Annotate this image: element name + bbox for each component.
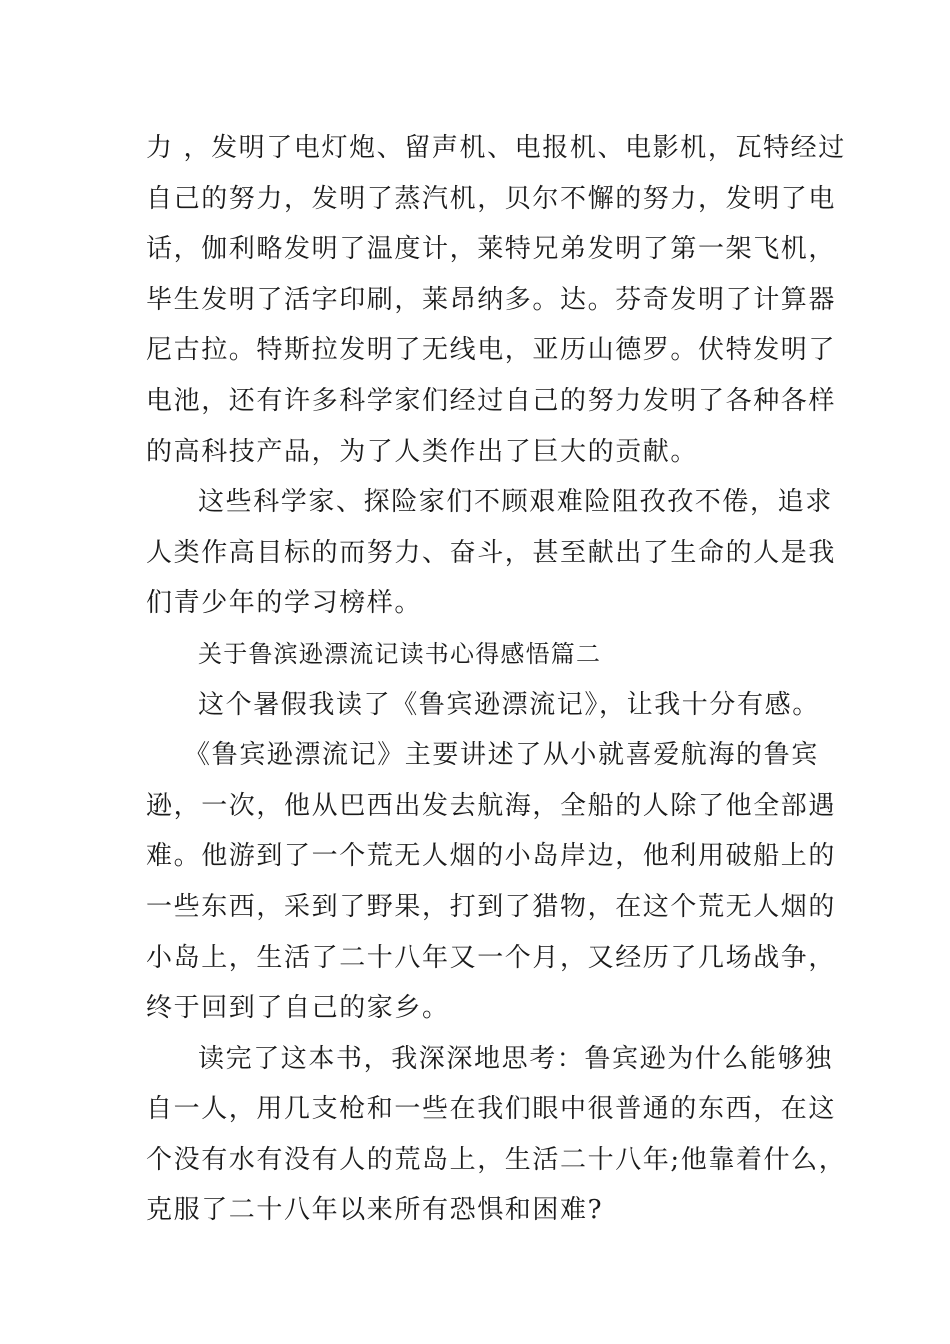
text-line: 一些东西，采到了野果，打到了猎物，在这个荒无人烟的 [146,891,837,922]
text-line: 的高科技产品，为了人类作出了巨大的贡献。 [146,436,699,467]
text-line: 力 ，发明了电灯炮、留声机、电报机、电影机，瓦特经过 [146,133,846,163]
text-line: 话，伽利略发明了温度计，莱特兄弟发明了第一架飞机， [146,234,837,265]
text-line: 毕生发明了活字印刷，莱昂纳多。达。芬奇发明了计算器 [146,284,837,315]
text-line: 们青少年的学习榜样。 [146,588,423,619]
text-line: 自己的努力，发明了蒸汽机，贝尔不懈的努力，发明了电 [146,183,837,214]
text-line: 终于回到了自己的家乡。 [146,993,450,1024]
paragraph-first-line: 这些科学家、探险家们不顾艰难险阻孜孜不倦，追求 [198,487,833,518]
text-line: 个没有水有没有人的荒岛上，生活二十八年;他靠着什么， [146,1144,847,1175]
document-body [146,123,847,1236]
text-line: 人类作高目标的而努力、奋斗，甚至献出了生命的人是我 [146,537,837,568]
section-heading: 关于鲁滨逊漂流记读书心得感悟篇二 [198,639,602,668]
paragraph-first-line: 《鲁宾逊漂流记》主要讲述了从小就喜爱航海的鲁宾 [184,740,819,771]
paragraph-first-line: 读完了这本书，我深深地思考：鲁宾逊为什么能够独 [198,1043,833,1074]
text-line: 小岛上，生活了二十八年又一个月，又经历了几场战争， [146,942,837,973]
text-line: 难。他游到了一个荒无人烟的小岛岸边，他利用破船上的 [146,841,837,872]
text-line: 自一人，用几支枪和一些在我们眼中很普通的东西，在这 [146,1094,837,1125]
paragraph-first-line: 这个暑假我读了《鲁宾逊漂流记》，让我十分有感。 [198,689,820,720]
text-line: 逊，一次，他从巴西出发去航海，全船的人除了他全部遇 [146,790,837,821]
text-line: 电池，还有许多科学家们经过自己的努力发明了各种各样 [146,385,837,416]
text-line: 克服了二十八年以来所有恐惧和困难? [146,1195,604,1226]
text-line: 尼古拉。特斯拉发明了无线电，亚历山德罗。伏特发明了 [146,335,837,366]
